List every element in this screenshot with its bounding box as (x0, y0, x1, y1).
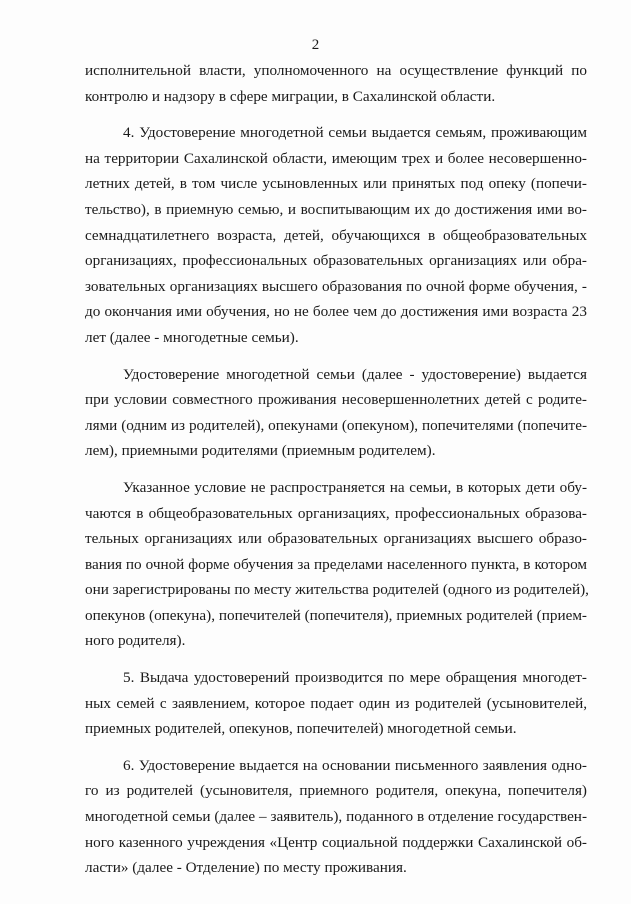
paragraph (85, 120, 587, 350)
text-line: опекунов (опекуна), попечителей (попечителя), приемных родителей (прием- (85, 606, 587, 624)
text-line: лет (далее - многодетные семьи). (85, 328, 299, 346)
text-line: вания по очной форме обучения за пределами населенного пункта, в котором (85, 555, 587, 573)
page-number: 2 (311, 37, 320, 53)
paragraph (85, 362, 587, 464)
text-line: ного казенного учреждения «Центр социальной поддержки Сахалинской об- (85, 833, 587, 851)
text-line: приемных родителей, опекунов, попечителей) многодетной семьи. (85, 720, 517, 738)
text-line: до окончания ими обучения, но не более чем до достижения ими возраста 23 (85, 303, 587, 321)
paragraph (85, 58, 587, 109)
text-line: исполнительной власти, уполномоченного на осуществление функций по (85, 62, 587, 79)
text-line: го из родителей (усыновителя, приемного родителя, опекуна, попечителя) (85, 782, 587, 800)
text-line: контролю и надзору в сфере миграции, в Сахалинской области. (85, 87, 496, 105)
text-line: тельство), в приемную семью, и воспитывающим их до достижения ими во- (85, 200, 587, 218)
text-line: 5. Выдача удостоверений производится по мере обращения многодет- (123, 669, 587, 687)
text-line: многодетной семьи (далее – заявитель), поданного в отделение государствен- (85, 808, 587, 826)
paragraph-gap (85, 464, 587, 475)
paragraph (85, 475, 587, 654)
text-line: ных семей с заявлением, которое подает один из родителей (усыновителей, (85, 694, 587, 712)
text-line: организациях, профессиональных образовательных организациях или обра- (85, 252, 587, 270)
text-line: ласти» (далее - Отделение) по месту проживания. (85, 859, 407, 877)
text-line: зовательных организациях высшего образования по очной форме обучения, - (85, 277, 587, 295)
paragraph-gap (85, 742, 587, 753)
paragraph-gap (85, 109, 587, 120)
document-body (85, 58, 587, 881)
paragraph-gap (85, 654, 587, 665)
text-line: ного родителя). (85, 632, 186, 650)
text-line: лями (одним из родителей), опекунами (опекуном), попечителями (попечите- (85, 416, 587, 434)
text-line: они зарегистрированы по месту жительства родителей (одного из родителей), (85, 581, 589, 599)
paragraph (85, 665, 587, 742)
text-line: 4. Удостоверение многодетной семьи выдается семьям, проживающим (123, 124, 587, 142)
text-line: 6. Удостоверение выдается на основании письменного заявления одно- (123, 756, 587, 774)
text-line: чаются в общеобразовательных организациях, профессиональных образова- (85, 504, 587, 522)
text-line: семнадцатилетнего возраста, детей, обучающихся в общеобразовательных (85, 226, 587, 244)
paragraph (85, 753, 587, 881)
text-line: на территории Сахалинской области, имеющим трех и более несовершенно- (85, 149, 587, 167)
text-line: Удостоверение многодетной семьи (далее - удостоверение) выдается (123, 365, 587, 383)
paragraph-gap (85, 351, 587, 362)
text-line: летних детей, в том числе усыновленных или принятых под опеку (попечи- (85, 175, 587, 193)
text-line: Указанное условие не распространяется на семьи, в которых дети обу- (123, 478, 587, 496)
text-line: тельных организациях или образовательных организациях высшего образо- (85, 530, 587, 548)
text-line: лем), приемными родителями (приемным родителем). (85, 442, 436, 460)
text-line: при условии совместного проживания несовершеннолетних детей с родите- (85, 391, 587, 409)
